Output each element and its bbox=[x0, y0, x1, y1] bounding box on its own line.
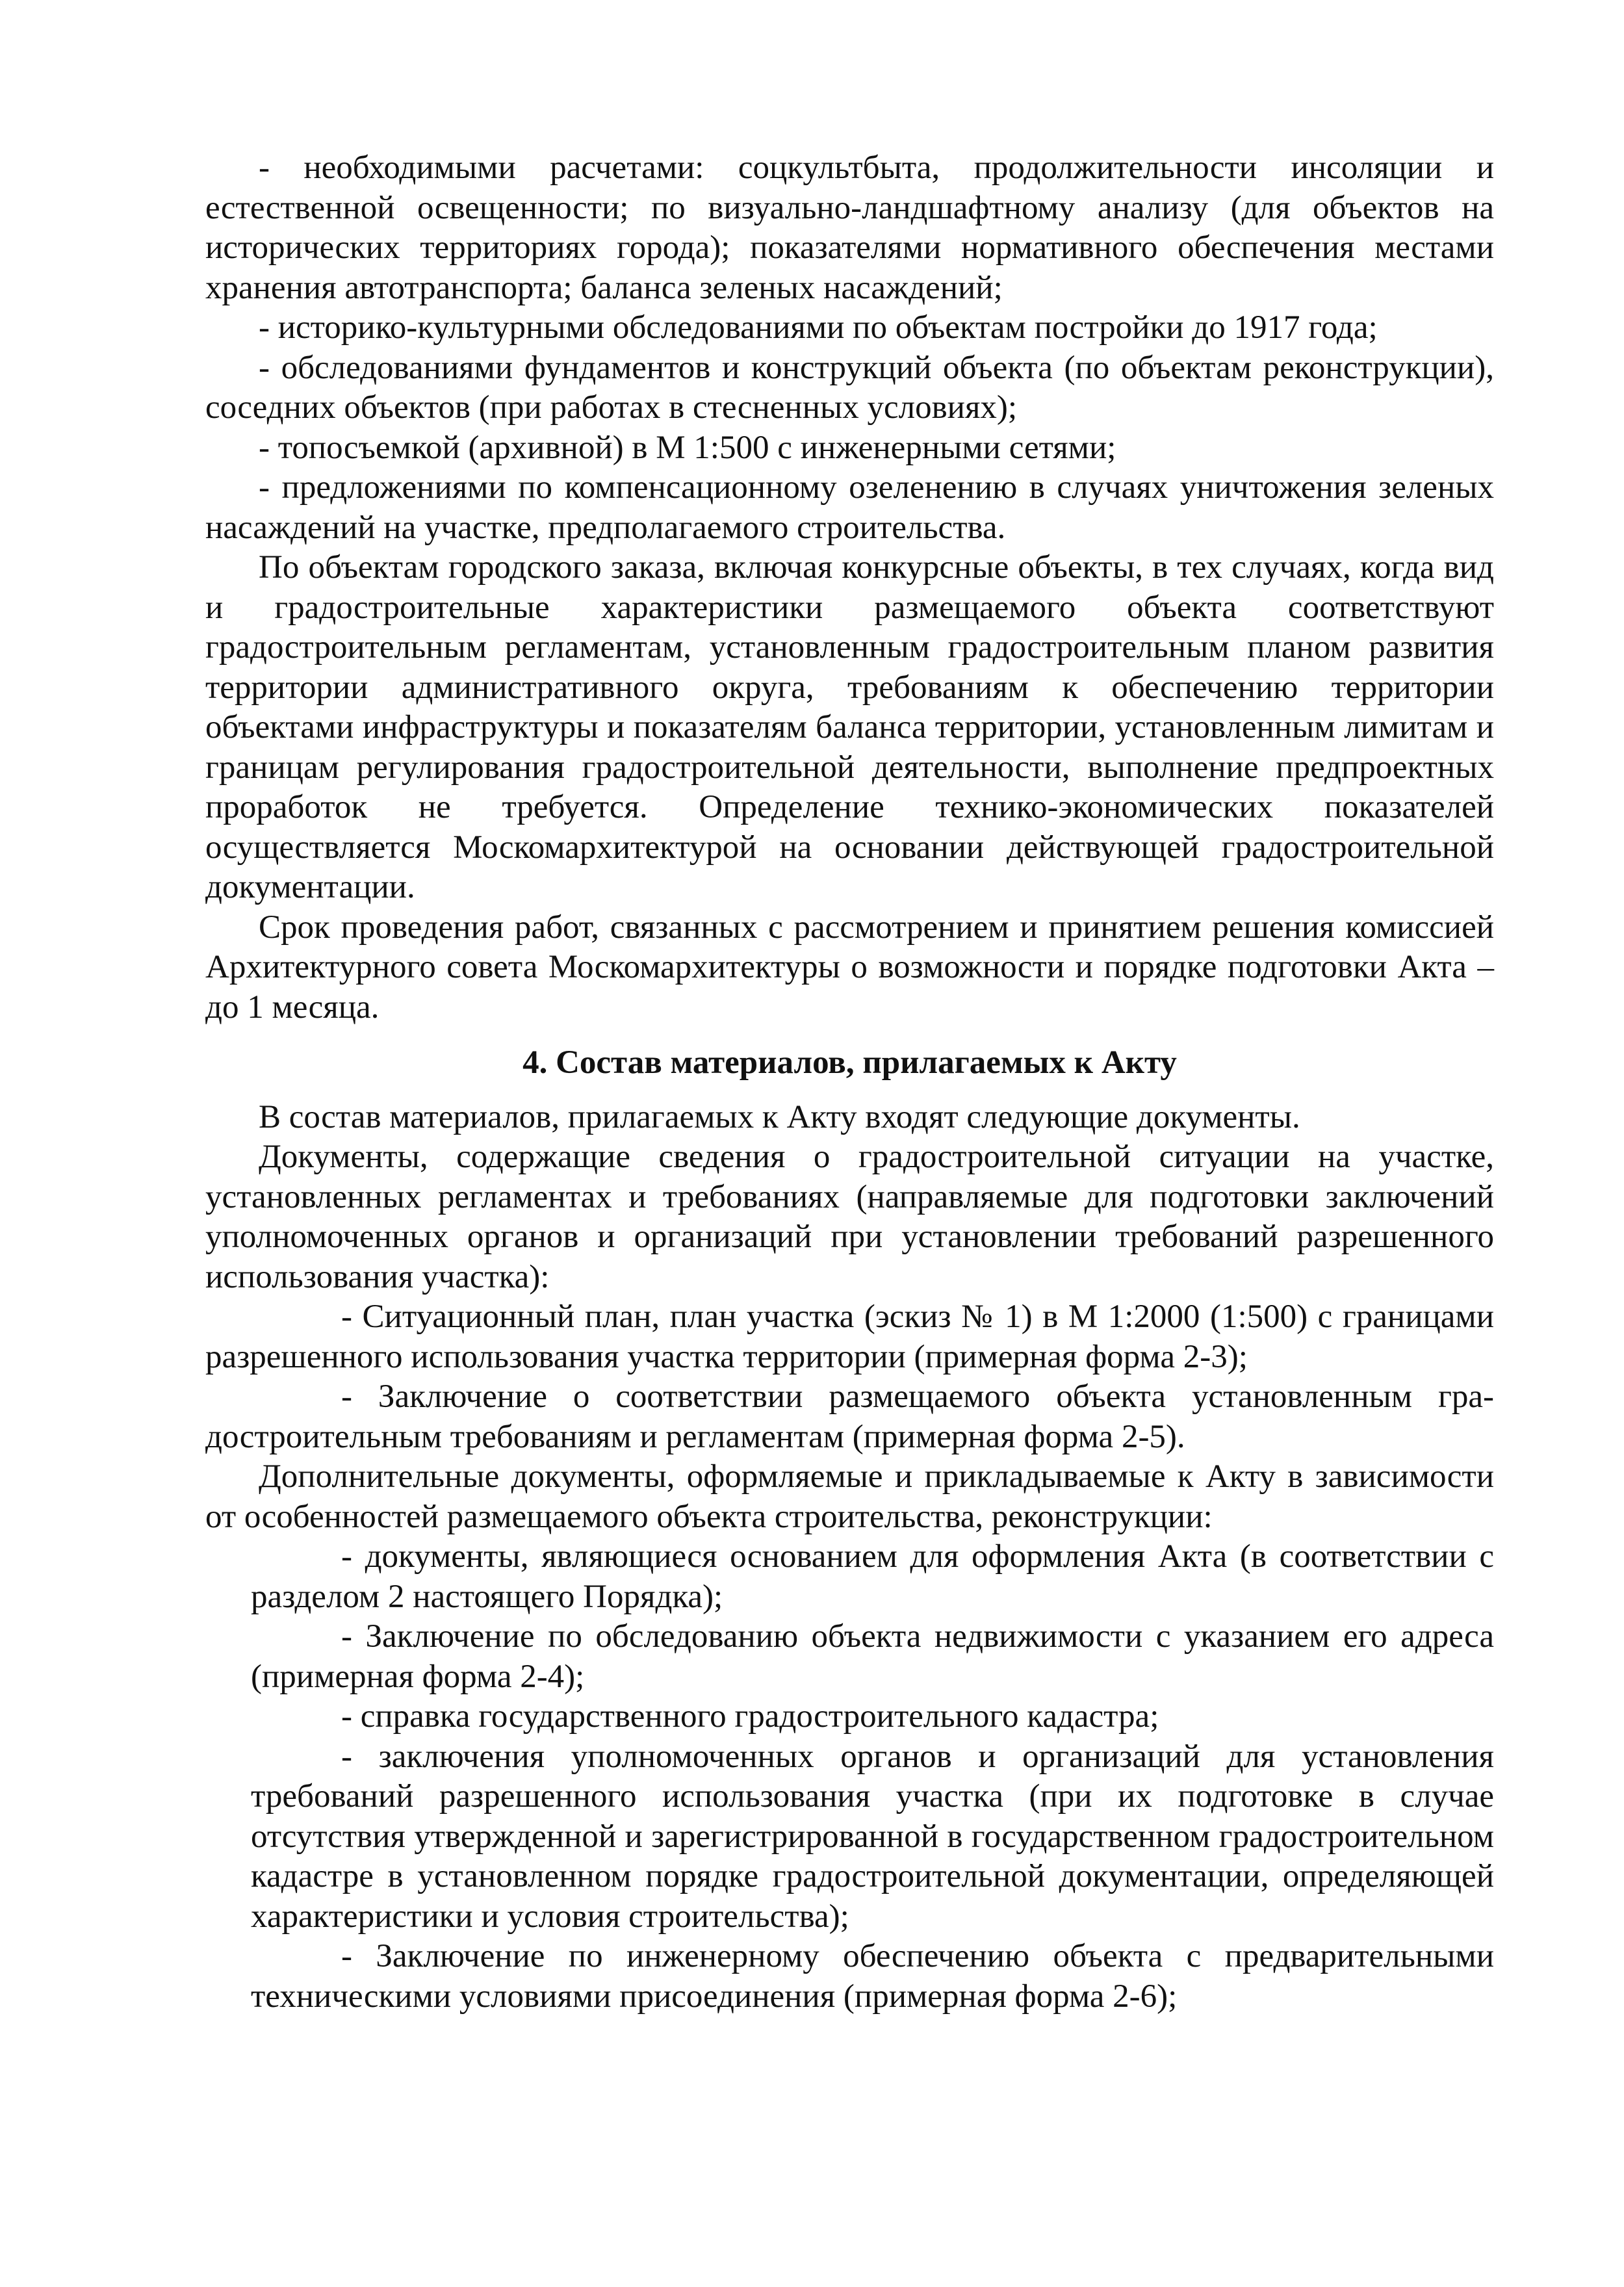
section-heading: 4. Состав материалов, прилагаемых к Акту bbox=[522, 1044, 1177, 1081]
section-intro: В состав материалов, прилагаемых к Акту входят следующие документы. bbox=[259, 1098, 1300, 1135]
additional-paragraph: Дополнительные документы, оформляемые и прикладываемые к Акту в зависимости от особенностей размещаемого объекта строительства, реконструкции: bbox=[205, 1458, 1494, 1535]
list-item: - заключения уполномоченных органов и организаций для установления требований разрешенного использования участка (при их подготовке в случае отсутствия утвержденной и зарегистрированной в государственном градостроительном кадастре в установленном порядке градостроительной документации, определяющей характеристики и условия строительства); bbox=[251, 1738, 1494, 1935]
list-item: - необходимыми расчетами: соцкультбыта, продолжительности инсоляции и естественной освещенности; по визуально-ландшафтному анализу (для объектов на исторических территориях города); показателями нормативного обеспечения местами хранения автотранспорта; баланса зеленых насаждений; bbox=[205, 149, 1494, 306]
list-item: - предложениями по компенсационному озеленению в случаях уничтожения зеленых насаждений на участке, предполагаемого строительства. bbox=[205, 469, 1494, 546]
list-item: - историко-культурными обследованиями по объектам постройки до 1917 года; bbox=[259, 309, 1378, 346]
list-item: - Ситуационный план, план участка (эскиз № 1) в М 1:2000 (1:500) с границами разрешенного использования участка территории (примерная форма 2-3); bbox=[205, 1299, 1494, 1375]
paragraph-term: Срок проведения работ, связанных с рассмотрением и принятием решения комиссией Архитектурного совета Москомархитектуры о возможности и порядке подготовки Акта – до 1 месяца. bbox=[205, 909, 1494, 1026]
paragraph-city-order: По объектам городского заказа, включая конкурсные объекты, в тех случаях, когда вид и градостроительные характеристики размещаемого объекта соответствуют градостроительным регламентам, установленным градостроительным планом развития территории административного округа, требованиям к обеспечению территории объектами инфраструктуры и показателям баланса территории, установленным лимитам и границам регулирования градостроительной деятельности, выполнение предпроектных проработок не требуется. Определение технико-экономических показателей осуществляется Москомархитектурой на основании действующей градостроительной документации. bbox=[205, 549, 1494, 905]
list-item: - топосъемкой (архивной) в М 1:500 с инженерными сетями; bbox=[259, 429, 1116, 466]
document-body bbox=[205, 148, 1494, 2017]
section-docs-paragraph: Документы, содержащие сведения о градостроительной ситуации на участке, установленных регламентах и требованиях (направляемые для подготовки заключений уполномоченных органов и организаций при установлении требований разрешенного использования участка): bbox=[205, 1139, 1494, 1295]
list-item: - Заключение о соответствии размещаемого объекта установленным градостроительным требованиям и регламентам (примерная форма 2-5). bbox=[205, 1378, 1494, 1455]
list-item: - документы, являющиеся основанием для оформления Акта (в соответствии с разделом 2 настоящего Порядка); bbox=[251, 1538, 1494, 1615]
list-item: - Заключение по инженерному обеспечению объекта с предварительными техническими условиями присоединения (примерная форма 2-6); bbox=[251, 1938, 1494, 2015]
list-item: - Заключение по обследованию объекта недвижимости с указанием его адреса (примерная форма 2-4); bbox=[251, 1618, 1494, 1695]
list-item: - обследованиями фундаментов и конструкций объекта (по объектам реконструкции), соседних объектов (при работах в стесненных условиях); bbox=[205, 349, 1494, 426]
list-item: - справка государственного градостроительного кадастра; bbox=[341, 1698, 1159, 1735]
